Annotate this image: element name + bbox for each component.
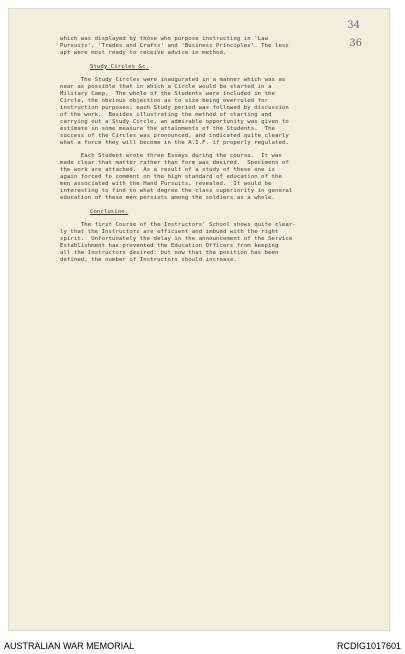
text-line: which was displayed by those who purpose instructing in 'Law (60, 36, 269, 42)
section-heading-conclusion: Conclusion. (90, 208, 129, 215)
text-line: estimate in some measure the attainments of the Students. The (60, 125, 275, 132)
conclusion-paragraph (60, 222, 362, 263)
text-line: Military Camp. The whole of the Students were included in the (60, 91, 275, 98)
text-line: Establishment has prevented the Education Officers from keeping (60, 243, 279, 250)
text-line: The Study Circles were inaugurated in a manner which was as (60, 77, 286, 84)
archive-id: RCDIG1017601 (336, 641, 401, 651)
essays-paragraph (60, 153, 362, 201)
text-line: defined, the number of Instructors should increase. (60, 256, 237, 263)
intro-paragraph (60, 36, 362, 57)
page-number: 34 (347, 20, 360, 31)
text-line: success of the Circles was pronounced, and indicated quite clearly (60, 132, 289, 139)
page-number-secondary: 36 (349, 38, 362, 49)
text-line: The first Course of the Instructors' School shows quite clear- (60, 222, 296, 229)
text-line: made clear that matter rather than form was desired. Specimens of (60, 160, 289, 167)
archive-name: AUSTRALIAN WAR MEMORIAL (4, 641, 135, 651)
text-line: of the work. Besides illustrating the method of starting and (60, 111, 272, 118)
text-line: near as possible that in which a Circle would be started in a (60, 84, 272, 91)
text-line: Circle, the obvious objection as to size being overruled for (60, 98, 269, 105)
text-line: interesting to find to what degree the class superiority in general (60, 187, 293, 194)
text-line: Each Student wrote three Essays during the course. It was (60, 153, 282, 160)
text-line: the work are attached. As a result of a study of these one is (60, 167, 275, 174)
text-line: again forced to comment on the high standard of education of the (60, 174, 282, 181)
text-line: all the Instructors desired: but now that the position has been (60, 250, 279, 257)
text-line: spirit. Unfortunately the delay in the announcement of the Service (60, 236, 293, 243)
text-line: education of these men persists among the soldiers as a whole. (60, 194, 275, 201)
archive-footer (0, 640, 405, 654)
text-line: ly that the Instructors are efficient and imbued with the right (60, 229, 279, 236)
text-line: Pursuits', 'Trades and Crafts' and 'Business Principles'. The less (60, 42, 289, 49)
text-line: instruction purposes; each Study period was followed by discussion (60, 105, 289, 112)
section-heading-study-circles: Study Circles &c. (90, 63, 149, 70)
text-line: apt were most ready to receive advice in method. (60, 49, 227, 56)
text-line: carrying out a Study Circle, an admirable opportunity was given to (60, 118, 289, 125)
text-line: what a force they will become in the A.I.F. if properly regulated. (60, 139, 289, 146)
document-body (60, 36, 362, 264)
text-line: men associated with the Hand Pursuits, revealed. It would be (60, 180, 272, 187)
study-circles-paragraph (60, 77, 362, 146)
